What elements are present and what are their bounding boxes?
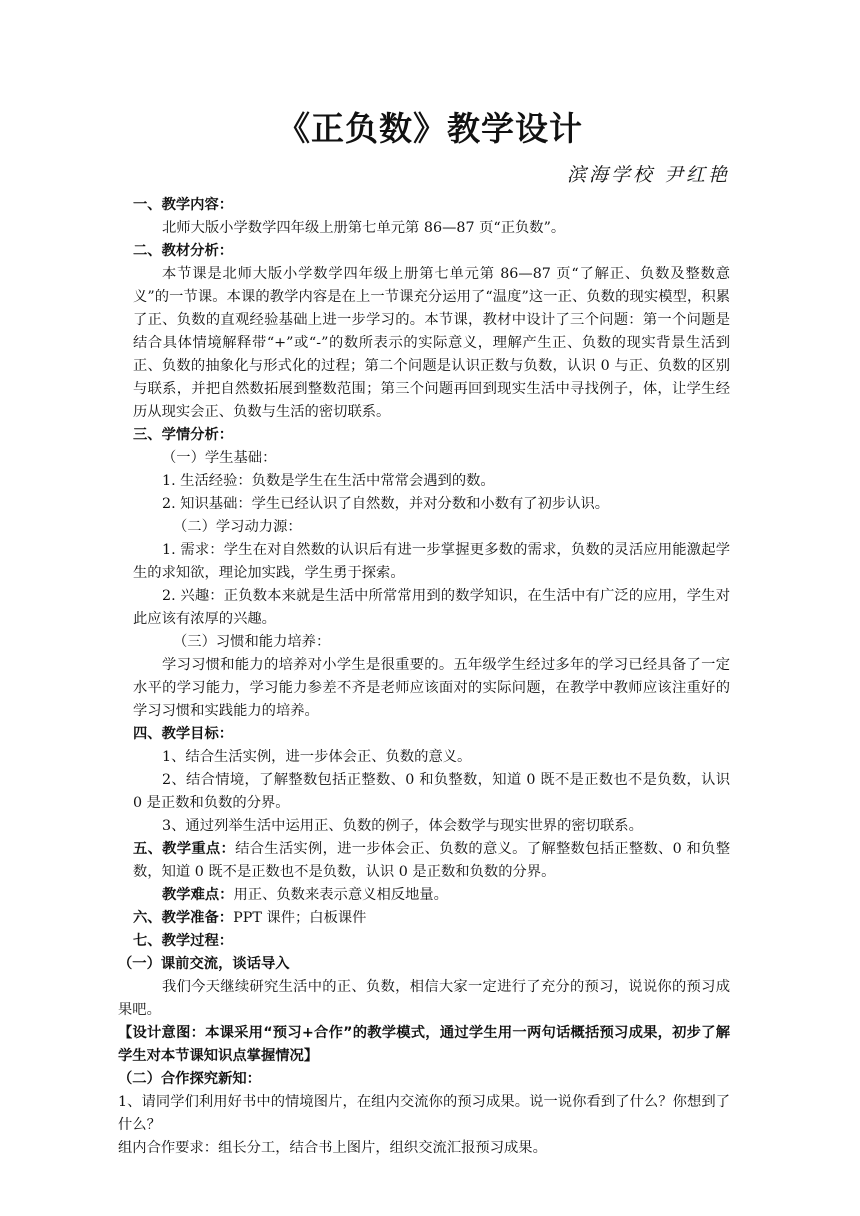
section-heading-goals: 四、教学目标： <box>133 726 234 742</box>
subheading-explore: （二）合作探究新知： <box>118 1071 261 1087</box>
section-key-points <box>133 838 730 884</box>
section-heading-analysis: 二、教材分析： <box>133 243 234 259</box>
goal-item-2: 2、结合情境，了解整数包括正整数、0 和负整数，知道 0 既不是正数也不是负数，认识 0 是正数和负数的分界。 <box>133 772 730 811</box>
list-item-knowledge-basis: 2. 知识基础：学生已经认识了自然数，并对分数和小数有了初步认识。 <box>162 496 610 512</box>
paragraph-habits: 学习习惯和能力的培养对小学生是很重要的。五年级学生经过多年的学习已经具备了一定水平的学习能力，学习能力参差不齐是老师应该面对的实际问题，在教学中教师应该注重好的学习习惯和实践能力的培养。 <box>133 657 730 719</box>
difficulty-line <box>133 884 730 907</box>
difficulty-label: 教学难点： <box>162 887 234 903</box>
section-text-content: 北师大版小学数学四年级上册第七单元第 86—87 页“正负数”。 <box>162 220 566 236</box>
section-heading-process: 七、教学过程： <box>133 933 234 949</box>
list-item-life-experience: 1. 生活经验：负数是学生在生活中常常会遇到的数。 <box>162 473 495 489</box>
subheading-motivation: （二）学习动力源： <box>173 519 302 535</box>
intro-text: 我们今天继续研究生活中的正、负数，相信大家一定进行了充分的预习，说说你的预习成果吧。 <box>118 979 730 1018</box>
section-heading-preparation: 六、教学准备： <box>133 910 234 926</box>
subheading-habits: （三）习惯和能力培养： <box>173 634 331 650</box>
goal-item-3: 3、通过列举生活中运用正、负数的例子，体会数学与现实世界的密切联系。 <box>162 818 643 834</box>
section-preparation <box>133 907 730 930</box>
goal-item-1: 1、结合生活实例，进一步体会正、负数的意义。 <box>162 749 472 765</box>
list-item-needs: 1. 需求：学生在对自然数的认识后有进一步掌握更多数的需求，负数的灵活应用能激起学生的求知欲，理论加实践，学生勇于探索。 <box>133 542 730 581</box>
group-requirement: 组内合作要求：组长分工，结合书上图片，组织交流汇报预习成果。 <box>118 1140 547 1156</box>
list-item-interest: 2. 兴趣：正负数本来就是生活中所常常用到的数学知识，在生活中有广泛的应用，学生对此应该有浓厚的兴趣。 <box>133 588 730 627</box>
subheading-basis: （一）学生基础： <box>162 450 277 466</box>
section-heading-key-points: 五、教学重点： <box>133 841 236 857</box>
explore-step-1: 1、请同学们利用好书中的情境图片，在组内交流你的预习成果。说一说你看到了什么？你想到了什么？ <box>118 1094 730 1133</box>
document-body <box>118 194 731 1160</box>
difficulty-text: 用正、负数来表示意义相反地量。 <box>233 887 448 903</box>
key-points-text: 结合生活实例，进一步体会正、负数的意义。了解整数包括正整数、0 和负整数，知道 0 既不是正数也不是负数，认识 0 是正数和负数的分界。 <box>133 841 731 880</box>
subheading-intro: （一）课前交流，谈话导入 <box>118 956 290 972</box>
section-heading-content: 一、教学内容： <box>133 197 234 213</box>
section-heading-students: 三、学情分析： <box>133 427 234 443</box>
document-title: 《正负数》教学设计 <box>277 109 583 148</box>
design-intent: 【设计意图：本课采用“预习+合作”的教学模式，通过学生用一两句话概括预习成果，初步了解学生对本节课知识点掌握情况】 <box>118 1025 730 1064</box>
section-text-analysis: 本节课是北师大版小学数学四年级上册第七单元第 86—87 页“了解正、负数及整数意义”的一节课。本课的教学内容是在上一节课充分运用了“温度”这一正、负数的现实模型，积累了正、负数的直观经验基础上进一步学习的。本节课，教材中设计了三个问题：第一个问题是结合具体情境解释带“+”或“-”的数所表示的实际意义，理解产生正、负数的现实背景生活到正、负数的抽象化与形式化的过程；第二个问题是认识正数与负数，认识 0 与正、负数的区别与联系，并把自然数拓展到整数范围；第三个问题再回到现实生活中寻找例子，体，让学生经历从现实会正、负数与生活的密切联系。 <box>133 266 730 420</box>
preparation-text: PPT 课件；白板课件 <box>233 910 367 926</box>
author-line: 滨海学校 尹红艳 <box>566 164 730 186</box>
